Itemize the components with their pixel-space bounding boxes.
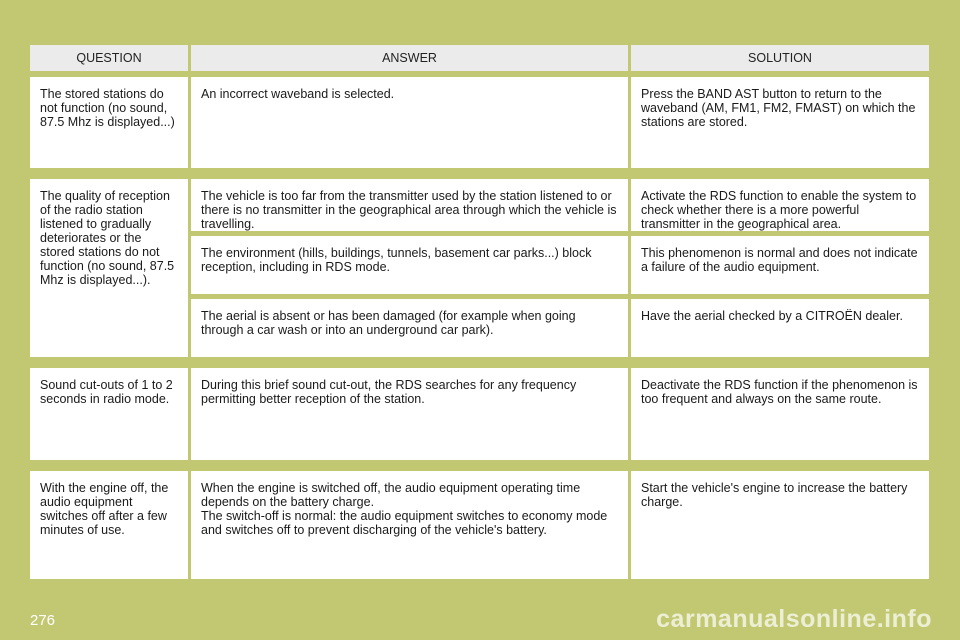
answer-cell: The aerial is absent or has been damaged (for example when going through a car wash or into an underground car park). — [191, 299, 628, 357]
watermark: carmanualsonline.info — [656, 605, 932, 633]
header-question: QUESTION — [30, 45, 188, 71]
question-cell: The stored stations do not function (no sound, 87.5 Mhz is displayed...) — [30, 77, 188, 168]
solution-cell: Deactivate the RDS function if the phenomenon is too frequent and always on the same route. — [631, 368, 929, 460]
answer-cell: The environment (hills, buildings, tunnels, basement car parks...) block reception, including in RDS mode. — [191, 236, 628, 294]
header-solution: SOLUTION — [631, 45, 929, 71]
answer-cell: An incorrect waveband is selected. — [191, 77, 628, 168]
solution-cell: This phenomenon is normal and does not indicate a failure of the audio equipment. — [631, 236, 929, 294]
page-number: 276 — [30, 612, 56, 629]
question-cell: With the engine off, the audio equipment switches off after a few minutes of use. — [30, 471, 188, 579]
answer-cell: During this brief sound cut-out, the RDS searches for any frequency permitting better reception of the station. — [191, 368, 628, 460]
solution-cell: Start the vehicle's engine to increase the battery charge. — [631, 471, 929, 579]
question-cell: Sound cut-outs of 1 to 2 seconds in radio mode. — [30, 368, 188, 460]
question-cell: The quality of reception of the radio station listened to gradually deteriorates or the stored stations do not function (no sound, 87.5 Mhz is displayed...). — [30, 179, 188, 357]
answer-cell: The vehicle is too far from the transmitter used by the station listened to or there is no transmitter in the geographical area through which the vehicle is travelling. — [191, 179, 628, 231]
solution-cell: Have the aerial checked by a CITROËN dealer. — [631, 299, 929, 357]
faq-table — [30, 45, 929, 608]
answer-cell: When the engine is switched off, the audio equipment operating time depends on the battery charge. The switch-off is normal: the audio equipment switches to economy mode and switches off to prevent discharging of the vehicle's battery. — [191, 471, 628, 579]
solution-cell: Press the BAND AST button to return to the waveband (AM, FM1, FM2, FMAST) on which the stations are stored. — [631, 77, 929, 168]
header-answer: ANSWER — [191, 45, 628, 71]
solution-cell: Activate the RDS function to enable the system to check whether there is a more powerful transmitter in the geographical area. — [631, 179, 929, 231]
